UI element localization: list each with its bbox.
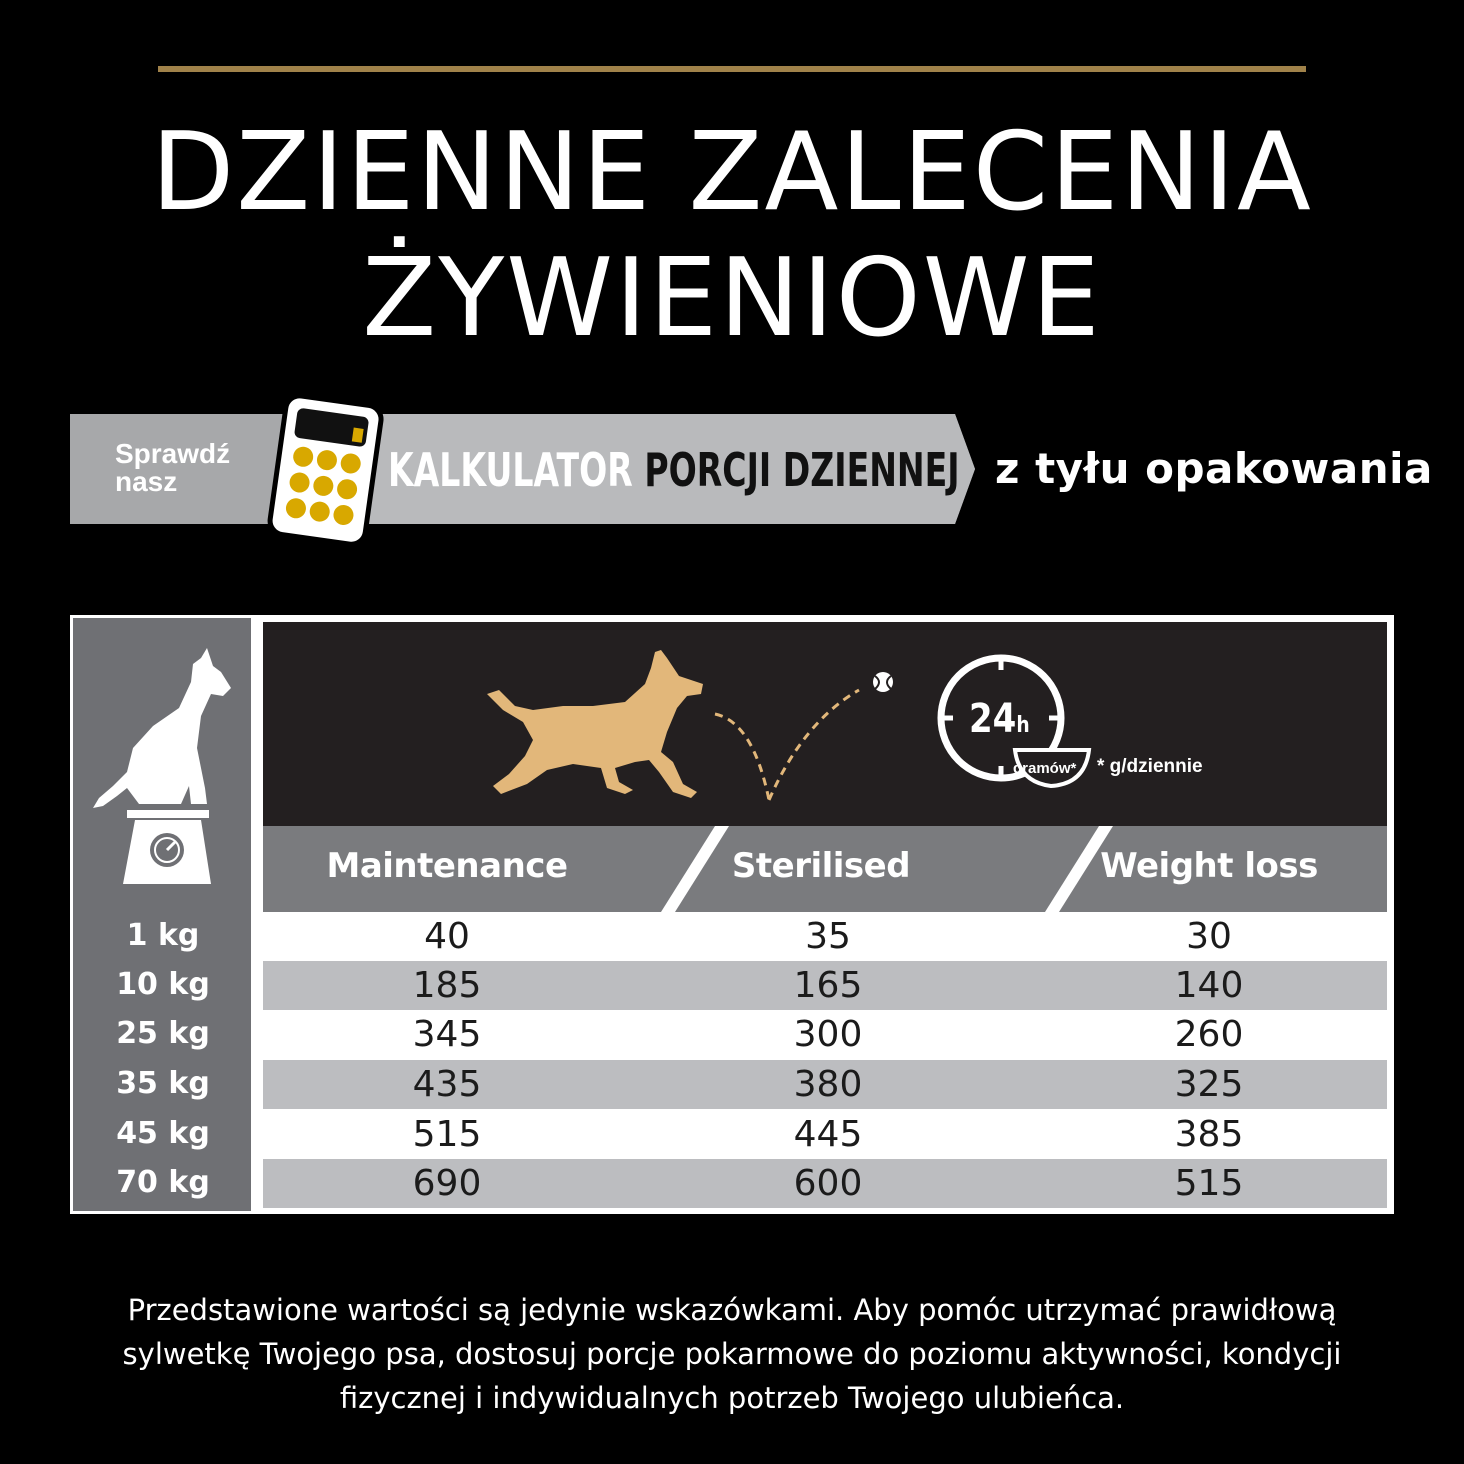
weight-label: 1 kg [126,918,200,953]
cell-sterilised: 165 [793,965,863,1006]
weight-label: 35 kg [116,1066,210,1101]
activity-illustration [263,622,1387,826]
ball-icon [873,672,893,692]
weight-label: 25 kg [116,1016,210,1051]
title-line-1: DZIENNE ZALECENIA [151,110,1313,235]
calculator-icon [265,394,385,554]
gold-divider [158,66,1306,72]
weight-label: 45 kg [116,1116,210,1151]
unit-note: * g/dziennie [1097,756,1203,777]
disclaimer-text [60,1288,1404,1420]
weight-label: 10 kg [116,967,210,1002]
activity-header [263,622,1387,826]
cell-maintenance: 690 [412,1163,482,1204]
check-line-1: Sprawdź [115,438,231,469]
dog-on-scale-icon [73,638,251,898]
cell-maintenance: 345 [412,1014,482,1055]
column-maintenance: Maintenance [326,846,568,886]
check-line-2: nasz [115,466,178,497]
banner-after-text: z tyłu opakowania [995,444,1433,493]
cell-maintenance: 515 [412,1114,482,1155]
cell-sterilised: 300 [793,1014,863,1055]
column-weight-loss: Weight loss [1100,846,1318,886]
title-line-2: ŻYWIENIOWE [362,236,1102,361]
disclaimer-line-3: fizycznej i indywidualnych potrzeb Twojego ulubieńca. [339,1381,1125,1415]
cell-maintenance: 40 [424,916,470,957]
cell-maintenance: 435 [412,1064,482,1105]
calc-word-1: KALKULATOR [388,443,633,497]
cell-sterilised: 35 [805,916,851,957]
calc-word-2: PORCJI DZIENNEJ [644,443,960,497]
calculator-title [388,440,960,500]
disclaimer-line-1: Przedstawione wartości są jedynie wskazówkami. Aby pomóc utrzymać prawidłową [127,1293,1337,1327]
running-dog-icon [487,650,703,798]
cell-weight-loss: 515 [1174,1163,1244,1204]
cell-weight-loss: 140 [1174,965,1244,1006]
cell-weight-loss: 325 [1174,1064,1244,1105]
cell-maintenance: 185 [412,965,482,1006]
cell-sterilised: 600 [793,1163,863,1204]
clock-hours: 24h [969,696,1030,742]
cell-sterilised: 380 [793,1064,863,1105]
column-sterilised: Sterilised [731,846,911,886]
cell-sterilised: 445 [793,1114,863,1155]
calculator-banner [70,414,975,524]
weight-label: 70 kg [116,1165,210,1200]
check-label [115,440,230,496]
disclaimer-line-2: sylwetkę Twojego psa, dostosuj porcje pokarmowe do poziomu aktywności, kondycji [122,1337,1342,1371]
cell-weight-loss: 260 [1174,1014,1244,1055]
cell-weight-loss: 30 [1186,916,1232,957]
feeding-table [70,615,1394,1214]
grams-label: gramów* [1013,760,1077,777]
cell-weight-loss: 385 [1174,1114,1244,1155]
page-title [0,110,1464,362]
